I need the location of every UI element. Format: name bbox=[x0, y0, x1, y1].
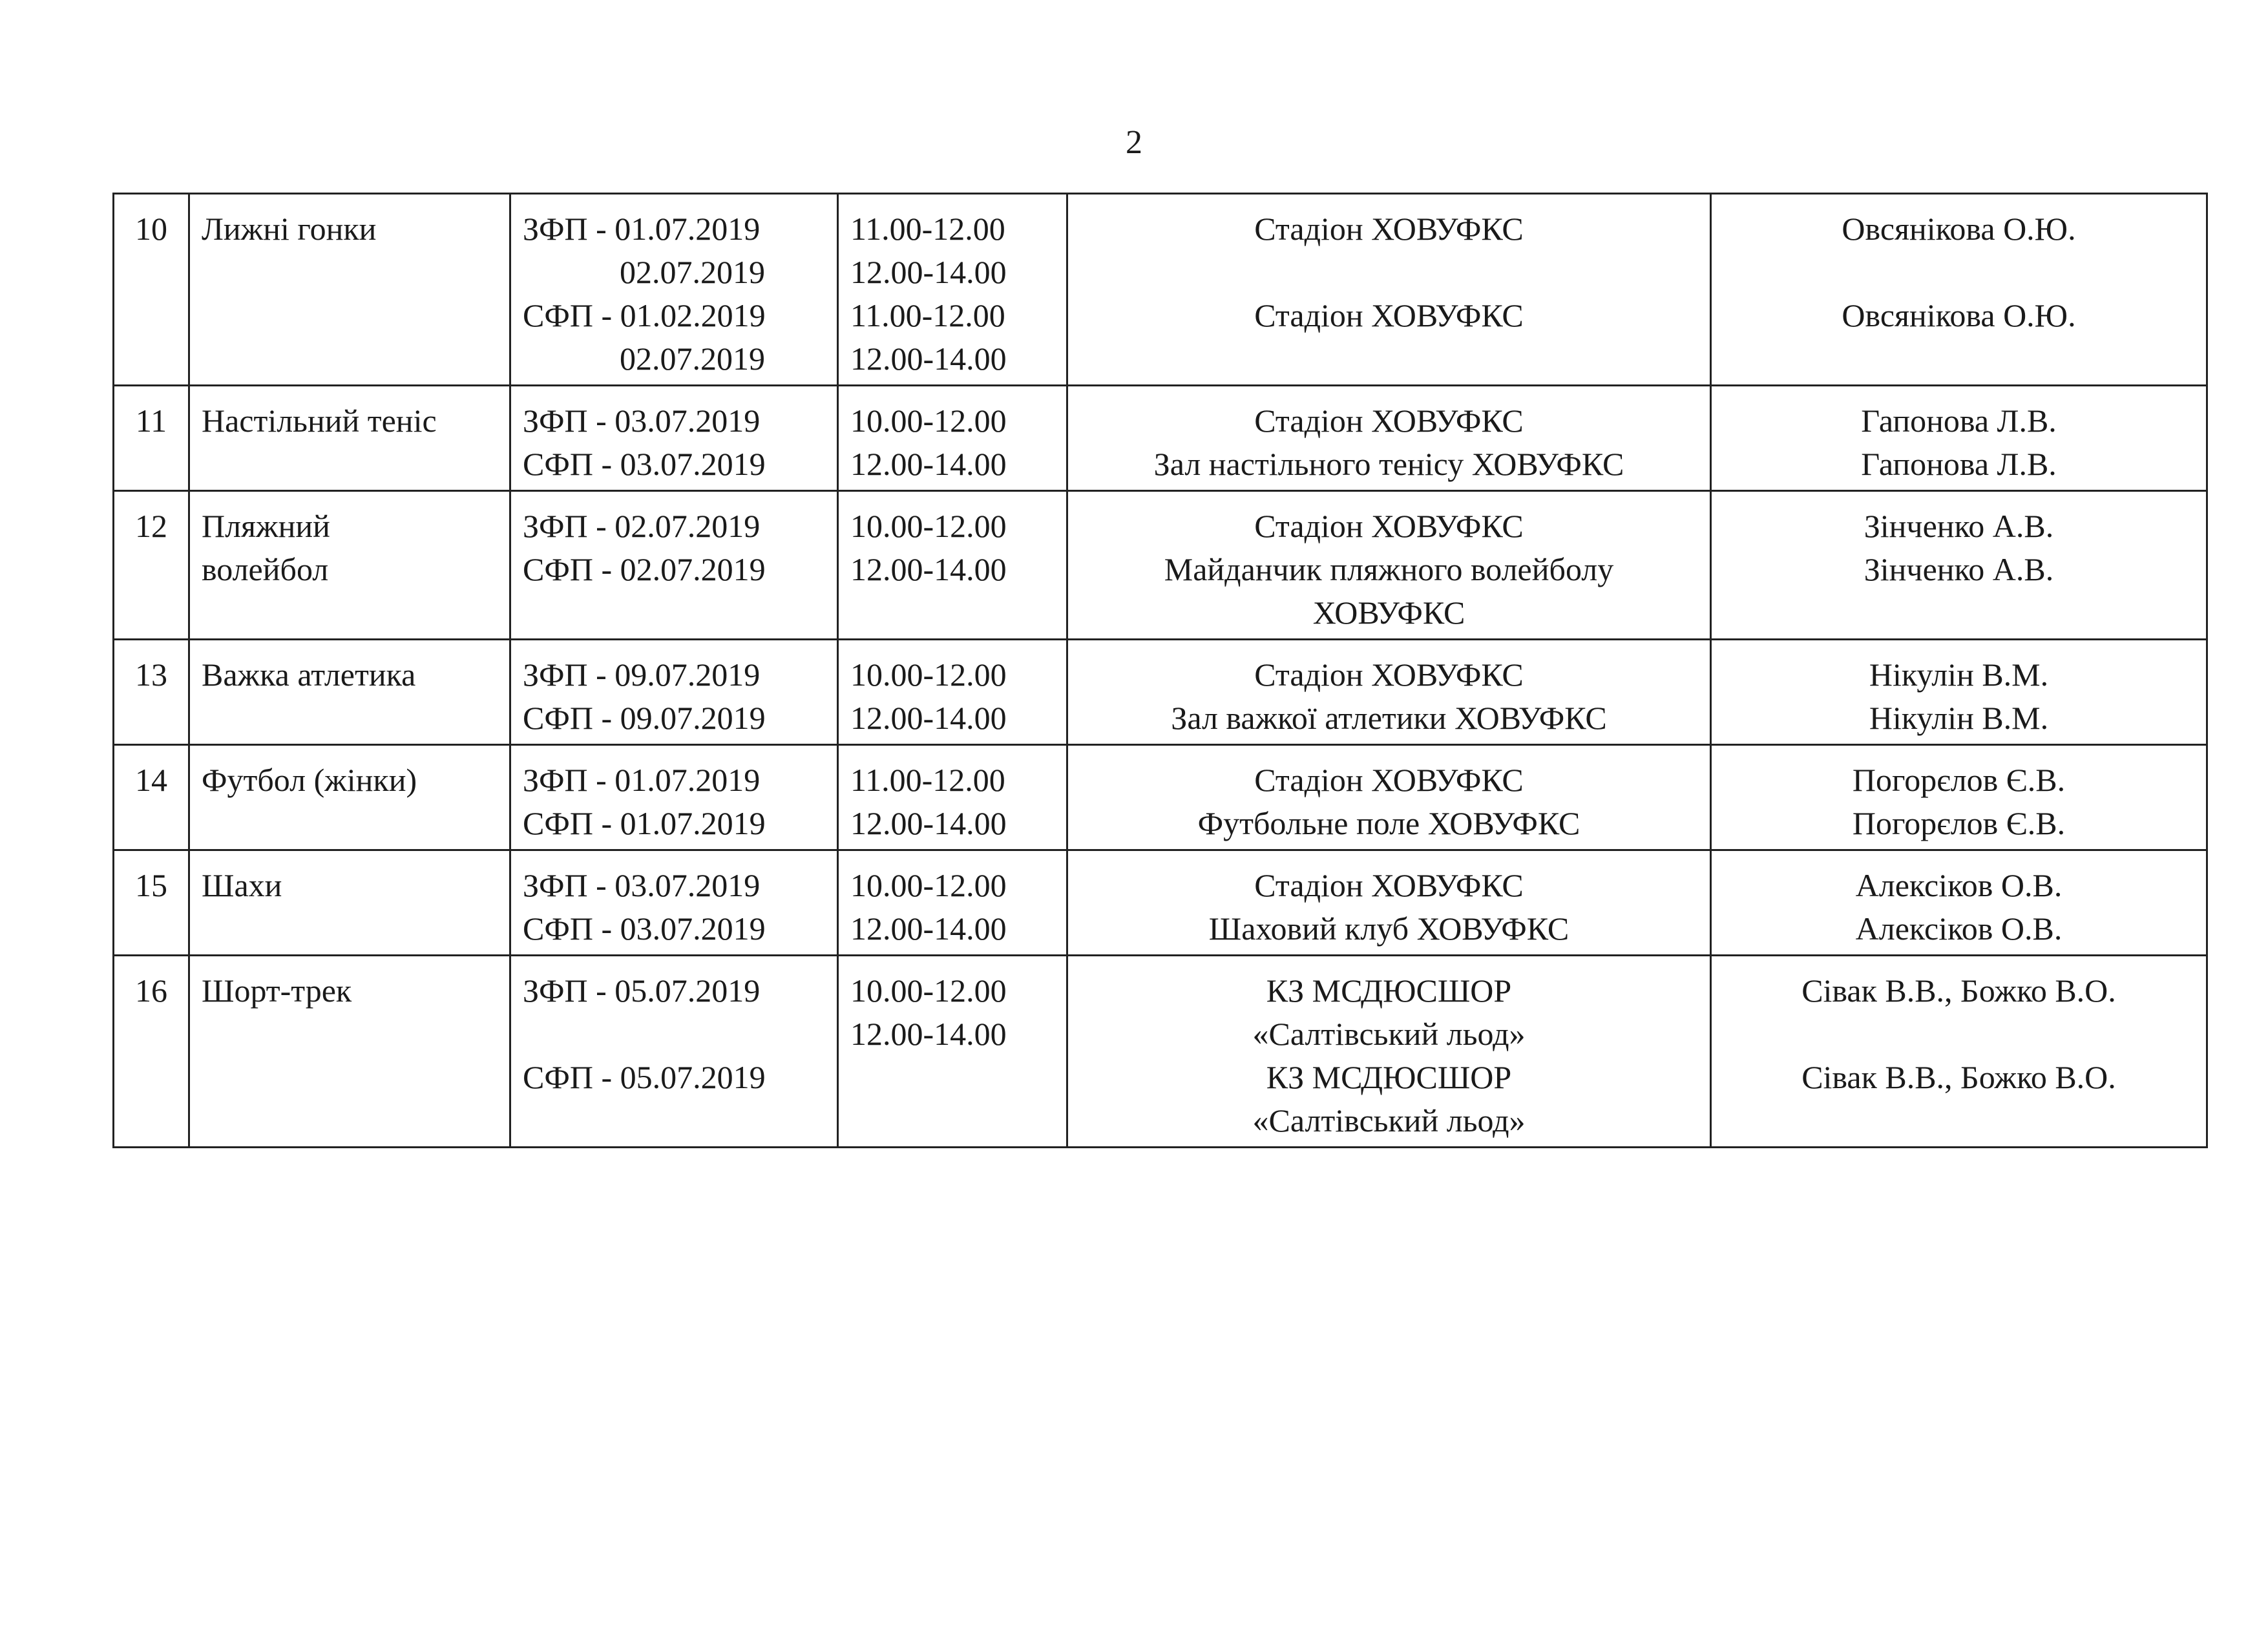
times-cell bbox=[838, 640, 1067, 745]
dates-cell bbox=[510, 850, 838, 956]
coach-cell bbox=[1711, 640, 2207, 745]
training-date: ЗФП - 01.07.2019 bbox=[523, 211, 761, 247]
training-time: 10.00-12.00 bbox=[850, 656, 1007, 693]
training-time: 12.00-14.00 bbox=[850, 700, 1007, 736]
dates-cell bbox=[510, 194, 838, 386]
training-time: 11.00-12.00 bbox=[850, 762, 1005, 798]
sport-cell bbox=[189, 194, 510, 386]
coach-cell bbox=[1711, 850, 2207, 956]
coach-name: Погорєлов Є.В. bbox=[1852, 805, 2066, 841]
coach-name: Овсянікова О.Ю. bbox=[1842, 297, 2076, 333]
table-row bbox=[114, 640, 2207, 745]
venue-name bbox=[1080, 251, 1698, 294]
venue-name: КЗ МСДЮСШОР bbox=[1266, 1059, 1512, 1095]
training-time: 12.00-14.00 bbox=[850, 254, 1007, 290]
training-date: ЗФП - 02.07.2019 bbox=[523, 508, 761, 544]
venue-name: «Салтівський льод» bbox=[1252, 1016, 1526, 1052]
sport-cell bbox=[189, 850, 510, 956]
coach-name bbox=[1723, 1013, 2194, 1056]
sport-cell bbox=[189, 640, 510, 745]
coach-cell bbox=[1711, 956, 2207, 1148]
sport-cell bbox=[189, 745, 510, 850]
training-date: СФП - 01.02.2019 bbox=[523, 297, 766, 333]
venue-name: Майданчик пляжного волейболу bbox=[1164, 551, 1614, 587]
training-date: СФП - 02.07.2019 bbox=[523, 551, 766, 587]
dates-cell bbox=[510, 956, 838, 1148]
times-cell bbox=[838, 491, 1067, 640]
sport-name: Настільний теніс bbox=[202, 403, 437, 439]
row-number-cell: 16 bbox=[114, 956, 189, 1148]
row-number-cell: 15 bbox=[114, 850, 189, 956]
row-number-cell: 13 bbox=[114, 640, 189, 745]
sport-name: волейбол bbox=[202, 551, 329, 587]
row-number-cell: 12 bbox=[114, 491, 189, 640]
training-time: 10.00-12.00 bbox=[850, 867, 1007, 903]
venue-cell bbox=[1067, 386, 1711, 491]
coach-name: Алексіков О.В. bbox=[1855, 867, 2063, 903]
training-date: ЗФП - 01.07.2019 bbox=[523, 762, 761, 798]
training-date: СФП - 03.07.2019 bbox=[523, 910, 766, 947]
coach-name: Овсянікова О.Ю. bbox=[1842, 211, 2076, 247]
coach-cell bbox=[1711, 194, 2207, 386]
training-time: 11.00-12.00 bbox=[850, 297, 1005, 333]
coach-name bbox=[1723, 251, 2194, 294]
venue-name: Стадіон ХОВУФКС bbox=[1254, 762, 1524, 798]
venue-name: Стадіон ХОВУФКС bbox=[1254, 211, 1524, 247]
venue-cell bbox=[1067, 956, 1711, 1148]
training-time: 12.00-14.00 bbox=[850, 446, 1007, 482]
coach-name: Сівак В.В., Божко В.О. bbox=[1801, 1059, 2116, 1095]
sport-cell bbox=[189, 491, 510, 640]
sport-name: Важка атлетика bbox=[202, 656, 416, 693]
training-date: СФП - 03.07.2019 bbox=[523, 446, 766, 482]
sport-name: Лижні гонки bbox=[202, 211, 377, 247]
training-time: 12.00-14.00 bbox=[850, 910, 1007, 947]
dates-cell bbox=[510, 640, 838, 745]
venue-name: ХОВУФКС bbox=[1312, 594, 1465, 631]
coach-name: Зінченко А.В. bbox=[1864, 508, 2054, 544]
table-row bbox=[114, 850, 2207, 956]
training-date: СФП - 09.07.2019 bbox=[523, 700, 766, 736]
training-schedule-table bbox=[112, 193, 2208, 1148]
training-date: СФП - 01.07.2019 bbox=[523, 805, 766, 841]
times-cell bbox=[838, 194, 1067, 386]
venue-name: «Салтівський льод» bbox=[1252, 1102, 1526, 1139]
coach-cell bbox=[1711, 491, 2207, 640]
table-row bbox=[114, 491, 2207, 640]
table-row bbox=[114, 194, 2207, 386]
coach-name: Нікулін В.М. bbox=[1869, 700, 2049, 736]
times-cell bbox=[838, 745, 1067, 850]
training-date: ЗФП - 09.07.2019 bbox=[523, 656, 761, 693]
training-time: 12.00-14.00 bbox=[850, 805, 1007, 841]
training-time: 11.00-12.00 bbox=[850, 211, 1005, 247]
sport-cell bbox=[189, 956, 510, 1148]
coach-name: Зінченко А.В. bbox=[1864, 551, 2054, 587]
venue-name: Стадіон ХОВУФКС bbox=[1254, 297, 1524, 333]
training-time: 10.00-12.00 bbox=[850, 403, 1007, 439]
training-date: 02.07.2019 bbox=[620, 254, 765, 290]
dates-cell bbox=[510, 491, 838, 640]
venue-cell bbox=[1067, 745, 1711, 850]
times-cell bbox=[838, 956, 1067, 1148]
dates-cell bbox=[510, 386, 838, 491]
training-time: 12.00-14.00 bbox=[850, 1016, 1007, 1052]
row-number-cell: 11 bbox=[114, 386, 189, 491]
times-cell bbox=[838, 386, 1067, 491]
coach-cell bbox=[1711, 386, 2207, 491]
coach-name: Гапонова Л.В. bbox=[1861, 446, 2057, 482]
training-time: 10.00-12.00 bbox=[850, 508, 1007, 544]
venue-name: Шаховий клуб ХОВУФКС bbox=[1208, 910, 1570, 947]
venue-name: Стадіон ХОВУФКС bbox=[1254, 656, 1524, 693]
training-time: 10.00-12.00 bbox=[850, 972, 1007, 1009]
training-date: ЗФП - 03.07.2019 bbox=[523, 867, 761, 903]
venue-cell bbox=[1067, 640, 1711, 745]
training-date: 02.07.2019 bbox=[620, 341, 765, 377]
sport-name: Футбол (жінки) bbox=[202, 762, 417, 798]
training-date: ЗФП - 05.07.2019 bbox=[523, 972, 761, 1009]
training-time: 12.00-14.00 bbox=[850, 341, 1007, 377]
sport-cell bbox=[189, 386, 510, 491]
row-number-cell: 14 bbox=[114, 745, 189, 850]
venue-name: Зал важкої атлетики ХОВУФКС bbox=[1171, 700, 1607, 736]
coach-name: Гапонова Л.В. bbox=[1861, 403, 2057, 439]
sport-name: Шорт-трек bbox=[202, 972, 352, 1009]
venue-name: Стадіон ХОВУФКС bbox=[1254, 403, 1524, 439]
coach-name: Сівак В.В., Божко В.О. bbox=[1801, 972, 2116, 1009]
dates-cell bbox=[510, 745, 838, 850]
venue-cell bbox=[1067, 491, 1711, 640]
training-date bbox=[523, 1013, 825, 1056]
venue-name: Футбольне поле ХОВУФКС bbox=[1197, 805, 1580, 841]
venue-cell bbox=[1067, 850, 1711, 956]
coach-name: Погорєлов Є.В. bbox=[1852, 762, 2066, 798]
table-row bbox=[114, 745, 2207, 850]
training-date: СФП - 05.07.2019 bbox=[523, 1059, 766, 1095]
sport-name: Пляжний bbox=[202, 508, 330, 544]
table-row bbox=[114, 386, 2207, 491]
venue-name: Стадіон ХОВУФКС bbox=[1254, 508, 1524, 544]
page-number: 2 bbox=[1126, 124, 1142, 161]
times-cell bbox=[838, 850, 1067, 956]
table-body bbox=[114, 194, 2207, 1148]
venue-cell bbox=[1067, 194, 1711, 386]
venue-name: Зал настільного тенісу ХОВУФКС bbox=[1153, 446, 1624, 482]
sport-name: Шахи bbox=[202, 867, 282, 903]
training-time: 12.00-14.00 bbox=[850, 551, 1007, 587]
row-number-cell: 10 bbox=[114, 194, 189, 386]
venue-name: КЗ МСДЮСШОР bbox=[1266, 972, 1512, 1009]
coach-cell bbox=[1711, 745, 2207, 850]
table-row bbox=[114, 956, 2207, 1148]
venue-name: Стадіон ХОВУФКС bbox=[1254, 867, 1524, 903]
training-date: ЗФП - 03.07.2019 bbox=[523, 403, 761, 439]
coach-name: Алексіков О.В. bbox=[1855, 910, 2063, 947]
coach-name: Нікулін В.М. bbox=[1869, 656, 2049, 693]
